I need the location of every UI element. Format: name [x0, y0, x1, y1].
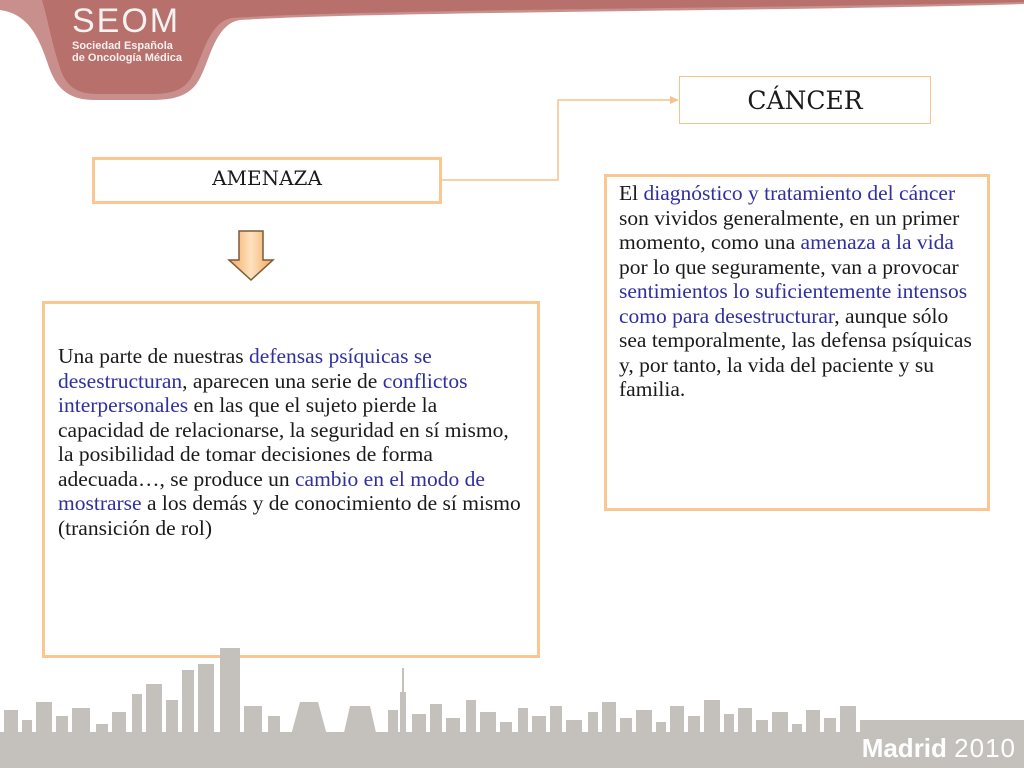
right-paragraph	[619, 181, 981, 402]
madrid-2010-label	[862, 733, 1016, 764]
text-segment: son vividos generalmente, en un primer momento, como una	[619, 205, 960, 254]
amenaza-label: AMENAZA	[212, 165, 322, 190]
highlighted-phrase: diagnóstico y tratamiento del cáncer	[643, 181, 956, 205]
text-segment: a los demás y de conocimiento de sí mismo (transición de rol)	[58, 491, 521, 540]
left-paragraph	[58, 344, 527, 540]
highlighted-phrase: conflictos interpersonales	[58, 368, 468, 417]
highlighted-phrase: defensas psíquicas se desestructuran	[58, 344, 432, 393]
down-arrow-icon	[226, 230, 276, 282]
logo-title: SEOM	[72, 2, 181, 40]
logo-subtitle-line2: de Oncología Médica	[72, 52, 183, 64]
footer-city: Madrid	[861, 733, 947, 763]
text-segment: en las que el sujeto pierde la capacidad de relacionarse, la seguridad en sí mismo, la posibilidad de tomar decisiones de forma adecuada…, se produce un	[58, 393, 509, 491]
highlighted-phrase: cambio en el modo de mostrarse	[58, 466, 485, 515]
text-segment: El	[619, 181, 644, 205]
left-text-box	[42, 301, 540, 658]
amenaza-box	[92, 157, 442, 204]
highlighted-phrase: amenaza a la vida	[800, 230, 954, 254]
text-segment: , aparecen una serie de	[182, 368, 383, 393]
cancer-box	[679, 76, 931, 124]
highlighted-phrase: sentimientos lo suficientemente intensos como para desestructurar	[619, 279, 968, 328]
cancer-label: CÁNCER	[747, 85, 863, 115]
text-segment: , aunque sólo sea temporalmente, las defensa psíquicas y, por tanto, la vida del paciente y su familia.	[619, 303, 972, 401]
text-segment: por lo que seguramente, van a provocar	[619, 254, 959, 279]
logo-subtitle-line1: Sociedad Española	[72, 40, 173, 52]
text-segment: Una parte de nuestras	[58, 344, 250, 368]
footer-year: 2010	[954, 733, 1016, 763]
right-text-box	[604, 174, 990, 511]
